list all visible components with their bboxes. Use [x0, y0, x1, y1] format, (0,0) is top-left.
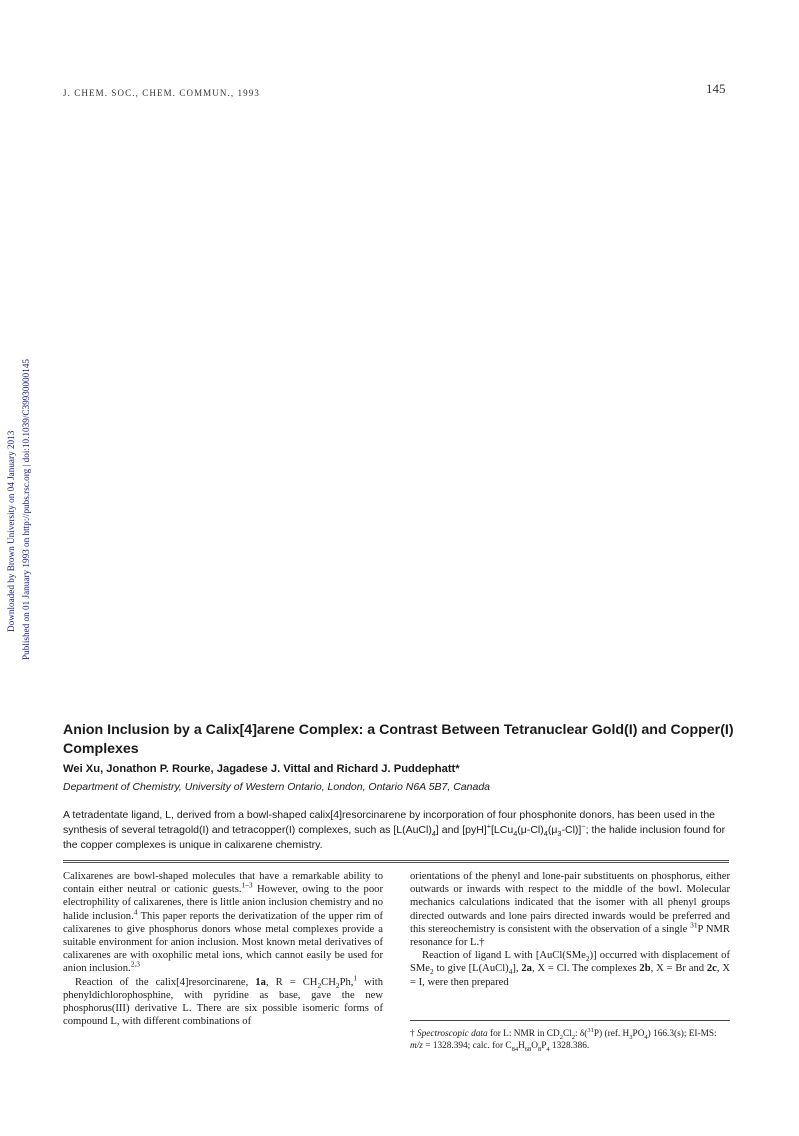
subscript: 4 [644, 1033, 648, 1041]
compound-label: 2a [521, 963, 532, 975]
running-head: J. CHEM. SOC., CHEM. COMMUN., 1993 [63, 88, 260, 98]
subscript: 4 [513, 829, 518, 839]
body-text: to give [L(AuCl) [433, 963, 509, 975]
body-text: with phenyldichlorophosphine, with pyridine as base, gave the new phosphorus(III) derivative L. There are six possible isomeric forms of compound L, with different combinations of [63, 976, 384, 1028]
body-text: Reaction of ligand L with [AuCl(SMe [422, 950, 586, 962]
subscript: 3 [557, 829, 562, 839]
footnote-text: P [541, 1041, 547, 1052]
abstract-text: A tetradentate ligand, L, derived from a bowl-shaped calix[4]resorcinarene by incorporation of four phosphonite donors, has been used in the synthesis of several tetragold(I) and tetracopper(I) complexes, such as [L(AuCl) [63, 809, 715, 836]
page-number: 145 [706, 81, 726, 96]
abstract-text: [LCu [491, 824, 514, 836]
citation[interactable]: 2,3 [130, 959, 140, 969]
body-text: ], [512, 963, 522, 975]
footnote-divider [410, 1020, 730, 1021]
subscript: 2 [559, 1033, 563, 1041]
body-column-left [63, 870, 383, 1028]
footnote-label: Spectroscopic data [416, 1029, 488, 1039]
subscript: 68 [524, 1046, 532, 1054]
citation[interactable]: 4 [133, 907, 138, 917]
body-paragraph [410, 870, 730, 949]
subscript: 4 [543, 829, 548, 839]
footnote-text: Cl [562, 1029, 572, 1039]
dagger-mark: † [410, 1029, 417, 1039]
footnote-text: H [518, 1041, 525, 1052]
download-note: Downloaded by Brown University on 04 January 2013 [6, 430, 16, 632]
subscript: 2 [335, 980, 340, 990]
subscript: 2 [317, 980, 322, 990]
body-text: orientations of the phenyl and lone-pair substituents on phosphorus, either outwards or inwards with respect to the middle of the bowl. Molecular mechanics calculations indicated that the isomer with all phenyl groups directed outwards and lone pairs directed inwards would be preferred and this stereochemistry is consistent with the observation of a single [410, 871, 730, 935]
subscript: 3 [629, 1033, 633, 1041]
abstract-divider-thin [63, 862, 729, 863]
subscript: 2 [430, 967, 434, 977]
subscript: 8 [538, 1046, 542, 1054]
article-title: Anion Inclusion by a Calix[4]arene Complex: a Contrast Between Tetranuclear Gold(I) and Copper(I) Complexes [63, 722, 734, 757]
body-text: P NMR resonance for L.† [410, 923, 730, 949]
footnote-text: P) (ref. H [593, 1029, 630, 1039]
subscript: 2 [571, 1033, 576, 1041]
body-text: Ph, [339, 976, 354, 988]
affiliation: Department of Chemistry, University of Western Ontario, London, Ontario N6A 5B7, Canada [63, 781, 491, 793]
abstract-divider [63, 860, 729, 861]
body-paragraph [63, 870, 383, 976]
compound-label: 2b [639, 963, 651, 975]
publication-note[interactable]: Published on 01 January 1993 on http://pubs.rsc.org | doi:10.1039/C39930000145 [21, 358, 31, 660]
body-text: , X = Br and [650, 963, 707, 975]
subscript: 4 [431, 829, 436, 839]
author-list: Wei Xu, Jonathon P. Rourke, Jagadese J. Vittal and Richard J. Puddephatt* [63, 763, 460, 775]
body-paragraph [63, 973, 384, 1029]
abstract-text: (μ [547, 824, 558, 836]
abstract [63, 808, 731, 853]
body-text: )] occurred with displacement of SMe [410, 950, 730, 975]
body-text: , R = CH [265, 976, 318, 988]
citation[interactable]: 1 [353, 973, 358, 983]
footnote-text: m/z [410, 1041, 423, 1052]
superscript: − [581, 821, 586, 831]
subscript: 2 [585, 954, 590, 964]
subscript: 4 [508, 967, 513, 977]
superscript: 31 [690, 920, 698, 930]
footnote-text: ) 166.3(s); EI-MS: [647, 1029, 717, 1039]
body-text: CH [321, 976, 336, 988]
body-text: Calixarenes are bowl-shaped molecules that have a remarkable ability to contain either neutral or cationic guests. [63, 871, 383, 896]
body-text: However, owing to the poor electrophility of calixarenes, there is little anion inclusion chemistry and no halide inclusion. [63, 884, 383, 922]
footnote-text: : δ( [575, 1029, 588, 1039]
body-text: Reaction of the calix[4]resorcinarene, [75, 976, 256, 988]
compound-label: 1a [255, 976, 266, 988]
body-column-right [410, 870, 730, 989]
superscript: + [486, 821, 491, 831]
abstract-text: ; the halide inclusion found for the copper complexes is unique in calixarene chemistry. [63, 824, 726, 851]
subscript: 4 [546, 1046, 550, 1054]
compound-label: 2c [706, 963, 717, 975]
body-paragraph [410, 949, 730, 989]
footnote [410, 1028, 730, 1053]
superscript: 31 [587, 1026, 594, 1034]
footnote-text: PO [632, 1029, 645, 1039]
subscript: 84 [511, 1046, 519, 1054]
footnote-text: = 1328.394; calc. for C [422, 1041, 512, 1052]
footnote-text: O [531, 1041, 538, 1052]
footnote-text: 1328.386. [549, 1041, 590, 1052]
abstract-text: -Cl)] [561, 824, 582, 836]
citation[interactable]: 1–3 [241, 880, 253, 890]
abstract-text: ] and [pyH] [435, 824, 487, 836]
body-text: This paper reports the derivatization of the upper rim of calixarenes to give phosphorus donors whose metal complexes provide a suitable environment for anion inclusion. Most known metal derivatives of calixarenes are with oxophilic metal ions, which cannot easily be used for anion inclusion. [63, 910, 383, 975]
footnote-text: for L: NMR in CD [487, 1029, 560, 1039]
abstract-text: (μ-Cl) [517, 824, 544, 836]
body-text: , X = Cl. The complexes [531, 963, 640, 975]
body-text: , X = I, were then prepared [410, 963, 730, 988]
